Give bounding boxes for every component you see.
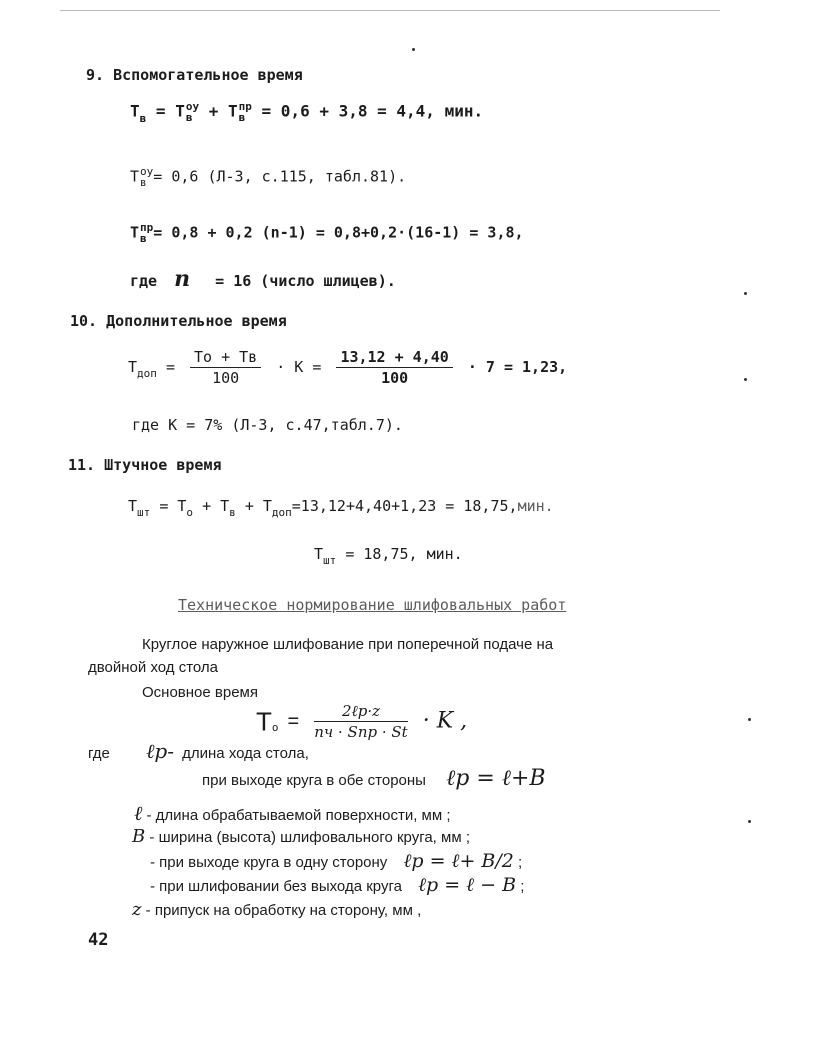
l-definition: ℓ - длина обрабатываемой поверхности, мм ; bbox=[134, 801, 451, 825]
section-11-heading: 11. Штучное время bbox=[68, 456, 222, 474]
b-definition: B - ширина (высота) шлифовального круга, мм ; bbox=[132, 826, 470, 847]
top-rule bbox=[60, 10, 720, 11]
one-side-line: - при выходе круга в одну сторону ℓр = ℓ+ B/2 ; bbox=[150, 850, 523, 872]
scan-speck bbox=[748, 718, 751, 721]
grinding-intro-1: Круглое наружное шлифование при поперечной подаче на bbox=[142, 636, 554, 653]
section-10-heading: 10. Дополнительное время bbox=[70, 312, 287, 330]
z-definition: z - припуск на обработку на сторону, мм , bbox=[132, 899, 422, 920]
tb-total-formula: $T_в = T$ оу в + T пр в = 0,6 + 3,8 = 4,4, мин. bbox=[130, 100, 484, 125]
where-n-line: где n = 16 (число шлицев). bbox=[130, 266, 396, 292]
section-9-heading: 9. Вспомогательное время bbox=[86, 66, 303, 84]
grinding-heading: Техническое нормирование шлифовальных работ bbox=[178, 596, 567, 614]
scan-speck bbox=[412, 48, 415, 51]
tb-ou-formula: T оу в = 0,6 (Л-3, с.115, табл.81). bbox=[130, 165, 407, 189]
t-dop-formula: $T_{доп}$ = $\frac{To + Tв}{100}$ · К = $\frac{13,12 + 4,40}{100}$ · 7 = 1,23, bbox=[128, 348, 568, 387]
t-sht-formula-2: $T_{шт} = 18,75$, мин. bbox=[314, 545, 463, 567]
no-exit-line: - при шлифовании без выхода круга ℓр = ℓ − B ; bbox=[150, 874, 525, 896]
main-time-label: Основное время bbox=[142, 684, 258, 701]
main-time-formula: $T_о$ = $\frac{\text{2ℓр·z}}{\text{nч · Sпр · St}}$ · K , bbox=[256, 702, 468, 741]
scan-speck bbox=[744, 378, 747, 381]
where-k-line: где К = 7% (Л-3, с.47,табл.7). bbox=[132, 416, 403, 434]
where-lp-line: где ℓр- длина хода стола, bbox=[88, 739, 309, 763]
scan-speck bbox=[748, 820, 751, 823]
page-number: 42 bbox=[88, 930, 109, 950]
both-sides-line: при выходе круга в обе стороны ℓр = ℓ+B bbox=[202, 766, 546, 791]
scan-speck bbox=[744, 292, 747, 295]
grinding-intro-2: двойной ход стола bbox=[88, 659, 219, 676]
t-sht-formula-1: $T_{шт} = T_о + T_в + T_{доп}=13,12+4,40+1,23 = 18,75,мин$. bbox=[128, 497, 554, 519]
tb-pr-formula: T пр в = 0,8 + 0,2 (n-1) = 0,8+0,2·(16-1) = 3,8, bbox=[130, 221, 524, 245]
